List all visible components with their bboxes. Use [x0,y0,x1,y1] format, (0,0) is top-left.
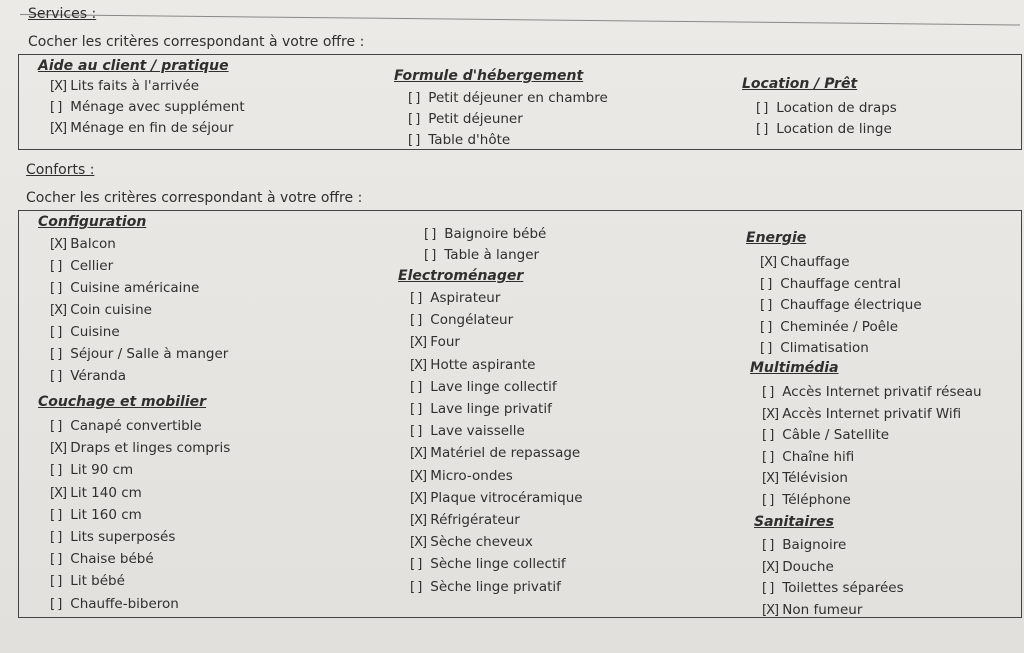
empty-box-icon: [ ] [408,133,420,148]
empty-box-icon: [ ] [410,557,422,573]
checklist-item-label: Ménage avec supplément [66,99,245,115]
checklist-item [50,346,228,362]
checked-box-icon: [X] [50,79,67,94]
empty-box-icon: [ ] [760,319,772,335]
checklist-item [410,445,580,461]
empty-box-icon: [ ] [50,463,62,479]
empty-box-icon: [ ] [410,424,422,440]
checklist-item [410,490,583,506]
checklist-item [50,120,233,136]
checklist-item [762,580,904,596]
checklist-item-label: Téléphone [778,491,851,508]
checked-box-icon: [X] [50,121,67,136]
checklist-item [760,297,922,313]
heading-multimedia: Multimédia [750,360,839,376]
checklist-item [410,312,513,328]
checklist-item [760,319,898,335]
checklist-item [410,379,557,395]
checklist-item [762,384,982,400]
empty-box-icon: [ ] [410,579,422,595]
empty-box-icon: [ ] [50,530,62,545]
checked-box-icon: [X] [410,468,427,484]
heading-energie: Energie [746,230,807,246]
checklist-item-label: Cuisine [66,324,120,340]
checklist-item-label: Accès Internet privatif Wifi [778,405,962,422]
checklist-item [762,406,961,422]
conforts-instruction: Cocher les critères correspondant à votre offre : [26,190,363,206]
services-heading-aide: Aide au client / pratique [38,58,229,74]
checklist-item [762,559,834,575]
checklist-item-label: Location de linge [772,121,892,137]
checklist-item-label: Petit déjeuner en chambre [424,90,608,106]
empty-box-icon: [ ] [760,341,772,356]
checklist-item-label: Canapé convertible [66,418,202,434]
checklist-item-label: Table d'hôte [424,132,511,148]
checklist-item [50,440,230,456]
checklist-item [760,254,850,270]
empty-box-icon: [ ] [50,100,62,115]
checklist-item [50,368,126,384]
checklist-item [50,258,113,274]
services-heading-formule: Formule d'hébergement [394,68,584,84]
empty-box-icon: [ ] [410,313,422,329]
checked-box-icon: [X] [410,357,427,373]
checklist-item-label: Lit 140 cm [66,484,142,501]
checklist-item [410,290,500,306]
checklist-item [50,99,245,115]
checklist-item-label: Cheminée / Poêle [776,318,899,335]
checklist-item [762,449,854,465]
checklist-item-label: Sèche cheveux [426,534,533,551]
checklist-item-label: Chaise bébé [66,551,154,568]
checked-box-icon: [X] [50,237,67,252]
heading-couchage: Couchage et mobilier [38,394,207,410]
empty-box-icon: [ ] [50,507,62,523]
empty-box-icon: [ ] [410,402,422,417]
checklist-item [762,602,862,618]
empty-box-icon: [ ] [408,112,420,127]
checklist-item-label: Climatisation [776,340,869,356]
empty-box-icon: [ ] [424,227,436,242]
empty-box-icon: [ ] [760,276,772,292]
empty-box-icon: [ ] [762,428,774,443]
checked-box-icon: [X] [50,303,67,318]
checklist-item [408,111,523,127]
checklist-item-label: Chauffe-biberon [66,595,179,612]
checked-box-icon: [X] [762,406,779,422]
empty-box-icon: [ ] [410,379,422,395]
checklist-item-label: Non fumeur [778,601,863,618]
checklist-item [410,534,533,550]
checklist-item-label: Véranda [66,368,127,384]
checklist-item [410,334,460,350]
empty-box-icon: [ ] [50,281,62,296]
checklist-item-label: Lave linge privatif [426,401,552,417]
checked-box-icon: [X] [762,559,779,575]
checklist-item-label: Cellier [66,258,114,274]
checklist-item-label: Toilettes séparées [778,580,904,596]
checklist-item [50,418,202,434]
checklist-item-label: Lave vaisselle [426,423,525,440]
empty-box-icon: [ ] [50,325,62,340]
checked-box-icon: [X] [410,535,427,551]
checklist-item [50,507,142,523]
checklist-item [410,556,566,572]
checklist-item-label: Télévision [778,470,848,486]
empty-box-icon: [ ] [762,385,774,400]
checklist-item [50,529,175,545]
checklist-item [410,512,520,528]
checklist-item-label: Accès Internet privatif réseau [778,384,982,400]
empty-box-icon: [ ] [50,347,62,362]
checklist-item [756,121,892,137]
checklist-item-label: Plaque vitrocéramique [426,489,583,506]
checklist-item-label: Lave linge collectif [426,378,557,395]
checklist-item-label: Four [426,334,460,351]
checklist-item [50,573,125,589]
checklist-item [410,401,552,417]
empty-box-icon: [ ] [762,538,774,553]
checklist-item [762,427,889,443]
checklist-item [424,247,539,263]
empty-box-icon: [ ] [424,248,436,263]
checklist-item-label: Congélateur [426,312,514,329]
checklist-item-label: Douche [778,558,834,575]
checklist-item-label: Table à langer [440,247,540,263]
checklist-item-label: Lit bébé [66,573,125,590]
empty-box-icon: [ ] [762,492,774,508]
services-title: Services : [28,6,97,22]
checklist-item-label: Baignoire [778,537,847,553]
checklist-item-label: Matériel de repassage [426,445,581,462]
checklist-item-label: Draps et linges compris [66,440,231,457]
checklist-item-label: Lit 160 cm [66,506,142,523]
checklist-item-label: Ménage en fin de séjour [66,120,234,136]
checklist-item-label: Réfrigérateur [426,512,520,528]
checklist-item [50,236,116,252]
checked-box-icon: [X] [410,446,427,462]
empty-box-icon: [ ] [410,291,422,306]
conforts-title: Conforts : [26,162,95,178]
checked-box-icon: [X] [410,513,427,528]
checklist-item-label: Hotte aspirante [426,356,536,373]
checklist-item [762,470,848,486]
services-instruction: Cocher les critères correspondant à votre offre : [28,34,365,50]
checked-box-icon: [X] [410,335,427,351]
empty-box-icon: [ ] [50,369,62,384]
checklist-item-label: Chauffage électrique [776,297,922,313]
heading-configuration: Configuration [38,214,147,230]
empty-box-icon: [ ] [50,552,62,568]
checklist-item-label: Coin cuisine [66,302,152,318]
checklist-item [50,462,133,478]
checklist-item-label: Lit 90 cm [66,462,134,479]
checklist-item [760,340,869,356]
heading-sanitaires: Sanitaires [754,514,834,530]
checklist-item [762,492,851,508]
checklist-item-label: Balcon [66,236,116,252]
checklist-item-label: Location de draps [772,100,897,116]
empty-box-icon: [ ] [50,259,62,274]
checklist-item [50,485,142,501]
checklist-item-label: Chauffage central [776,275,901,292]
checklist-item-label: Câble / Satellite [778,427,890,443]
empty-box-icon: [ ] [50,596,62,612]
checklist-item [50,302,152,318]
empty-box-icon: [ ] [50,419,62,434]
empty-box-icon: [ ] [762,449,774,465]
checklist-item [756,100,897,116]
checklist-item-label: Cuisine américaine [66,280,200,296]
checklist-item-label: Sèche linge collectif [426,556,566,573]
checklist-item [410,468,513,484]
checked-box-icon: [X] [762,602,779,618]
empty-box-icon: [ ] [756,101,768,116]
checklist-item [408,90,608,106]
checked-box-icon: [X] [410,490,427,506]
checklist-item [50,596,179,612]
services-heading-location: Location / Prêt [742,76,858,92]
checklist-item [50,78,199,94]
checked-box-icon: [X] [760,255,777,270]
checked-box-icon: [X] [50,485,67,501]
checklist-item [424,226,546,242]
checklist-item-label: Chauffage [776,254,850,270]
empty-box-icon: [ ] [756,122,768,137]
top-rule [20,14,1020,25]
checklist-item [50,280,199,296]
checklist-item-label: Séjour / Salle à manger [66,346,229,362]
checklist-item [760,276,901,292]
checklist-item [410,423,525,439]
checklist-item [762,537,846,553]
checklist-item-label: Sèche linge privatif [426,578,561,595]
checklist-item [408,132,510,148]
checklist-item [50,551,154,567]
checklist-item-label: Chaîne hifi [778,448,855,465]
checklist-item-label: Aspirateur [426,290,501,306]
checklist-item-label: Lits faits à l'arrivée [66,78,200,94]
checklist-item [410,357,536,373]
empty-box-icon: [ ] [760,298,772,313]
heading-electromenager: Electroménager [398,268,524,284]
checklist-item-label: Baignoire bébé [440,226,547,242]
empty-box-icon: [ ] [50,574,62,590]
checklist-item-label: Lits superposés [66,529,176,545]
empty-box-icon: [ ] [408,91,420,106]
checklist-item [410,579,561,595]
checklist-item-label: Micro-ondes [426,467,513,484]
checked-box-icon: [X] [762,471,779,486]
empty-box-icon: [ ] [762,581,774,596]
checklist-item-label: Petit déjeuner [424,111,523,127]
checked-box-icon: [X] [50,441,67,457]
checklist-item [50,324,120,340]
